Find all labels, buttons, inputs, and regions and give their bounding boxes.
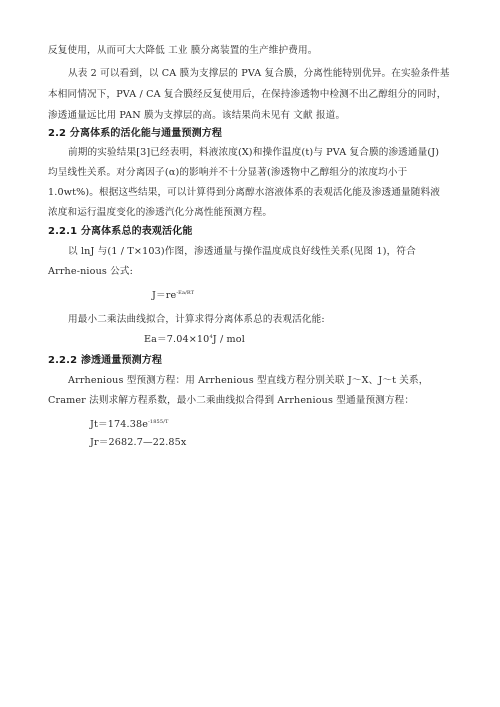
formula-activation-energy — [144, 333, 324, 346]
formula-jr: Jr＝2682.7—22.85x — [90, 437, 187, 448]
paragraph-line-3: 本相同情况下，PVA / CA 复合膜经反复使用后，在保持渗透物中检测不出乙醇组分的同时， — [48, 89, 447, 100]
formula-jt-main: Jt＝174.38e — [90, 419, 149, 430]
paragraph-line-7: 1.0wt%)。根据这些结果，可以计算得到分离醇水溶液体系的表观活化能及渗透通量随料液 — [48, 187, 441, 198]
paragraph-line-13: Cramer 法则求解方程系数，最小二乘曲线拟合得到 Arrhenious 型通量预测方程： — [48, 395, 415, 406]
formula-jt-exponent: -1855/T — [148, 418, 169, 425]
paragraph-line-2: 从表 2 可以看到，以 CA 膜为支撑层的 PVA 复合膜，分离性能特别优异。在实验条件基 — [68, 68, 450, 79]
section-heading-2-2-1: 2.2.1 分离体系总的表观活化能 — [48, 226, 193, 237]
formula-ea-exponent: 4 — [209, 333, 213, 340]
section-heading-2-2: 2.2 分离体系的活化能与通量预测方程 — [48, 128, 223, 139]
formula-arrhenius — [152, 289, 302, 302]
section-heading-2-2-2: 2.2.2 渗透通量预测方程 — [48, 355, 163, 366]
formula-ea-unit: J / mol — [212, 334, 245, 345]
paragraph-line-5: 前期的实验结果[3]已经表明，料液浓度(X)和操作温度(t)与 PVA 复合膜的渗透通量(J) — [68, 147, 440, 158]
formula-ea-main: Ea＝7.04×10 — [144, 334, 210, 345]
paragraph-line-1: 反复使用，从而可大大降低 工业 膜分离装置的生产维护费用。 — [48, 45, 318, 56]
paragraph-line-6: 均呈线性关系。对分离因子(α)的影响并不十分显著(渗透物中乙醇组分的浓度均小于 — [48, 167, 408, 178]
paragraph-line-12: Arrhenious 型预测方程：用 Arrhenious 型直线方程分别关联 J～X、J～t 关系， — [68, 375, 429, 386]
formula-arrhenius-exponent: -Ea/RT — [176, 289, 195, 296]
formula-jt — [90, 418, 290, 431]
paragraph-line-4: 渗透通量远比用 PAN 膜为支撑层的高。该结果尚未见有 文献 报道。 — [48, 110, 346, 121]
paragraph-line-8: 浓度和运行温度变化的渗透汽化分离性能预测方程。 — [48, 207, 273, 218]
paragraph-line-11: 用最小二乘法曲线拟合，计算求得分离体系总的表观活化能: — [68, 314, 325, 325]
paragraph-line-9: 以 lnJ 与(1 / T×103)作图，渗透通量与操作温度成良好线性关系(见图 1)，符合 — [68, 246, 416, 257]
paragraph-line-10: Arrhe-nious 公式: — [48, 266, 134, 277]
formula-arrhenius-main: J＝re — [152, 290, 177, 301]
